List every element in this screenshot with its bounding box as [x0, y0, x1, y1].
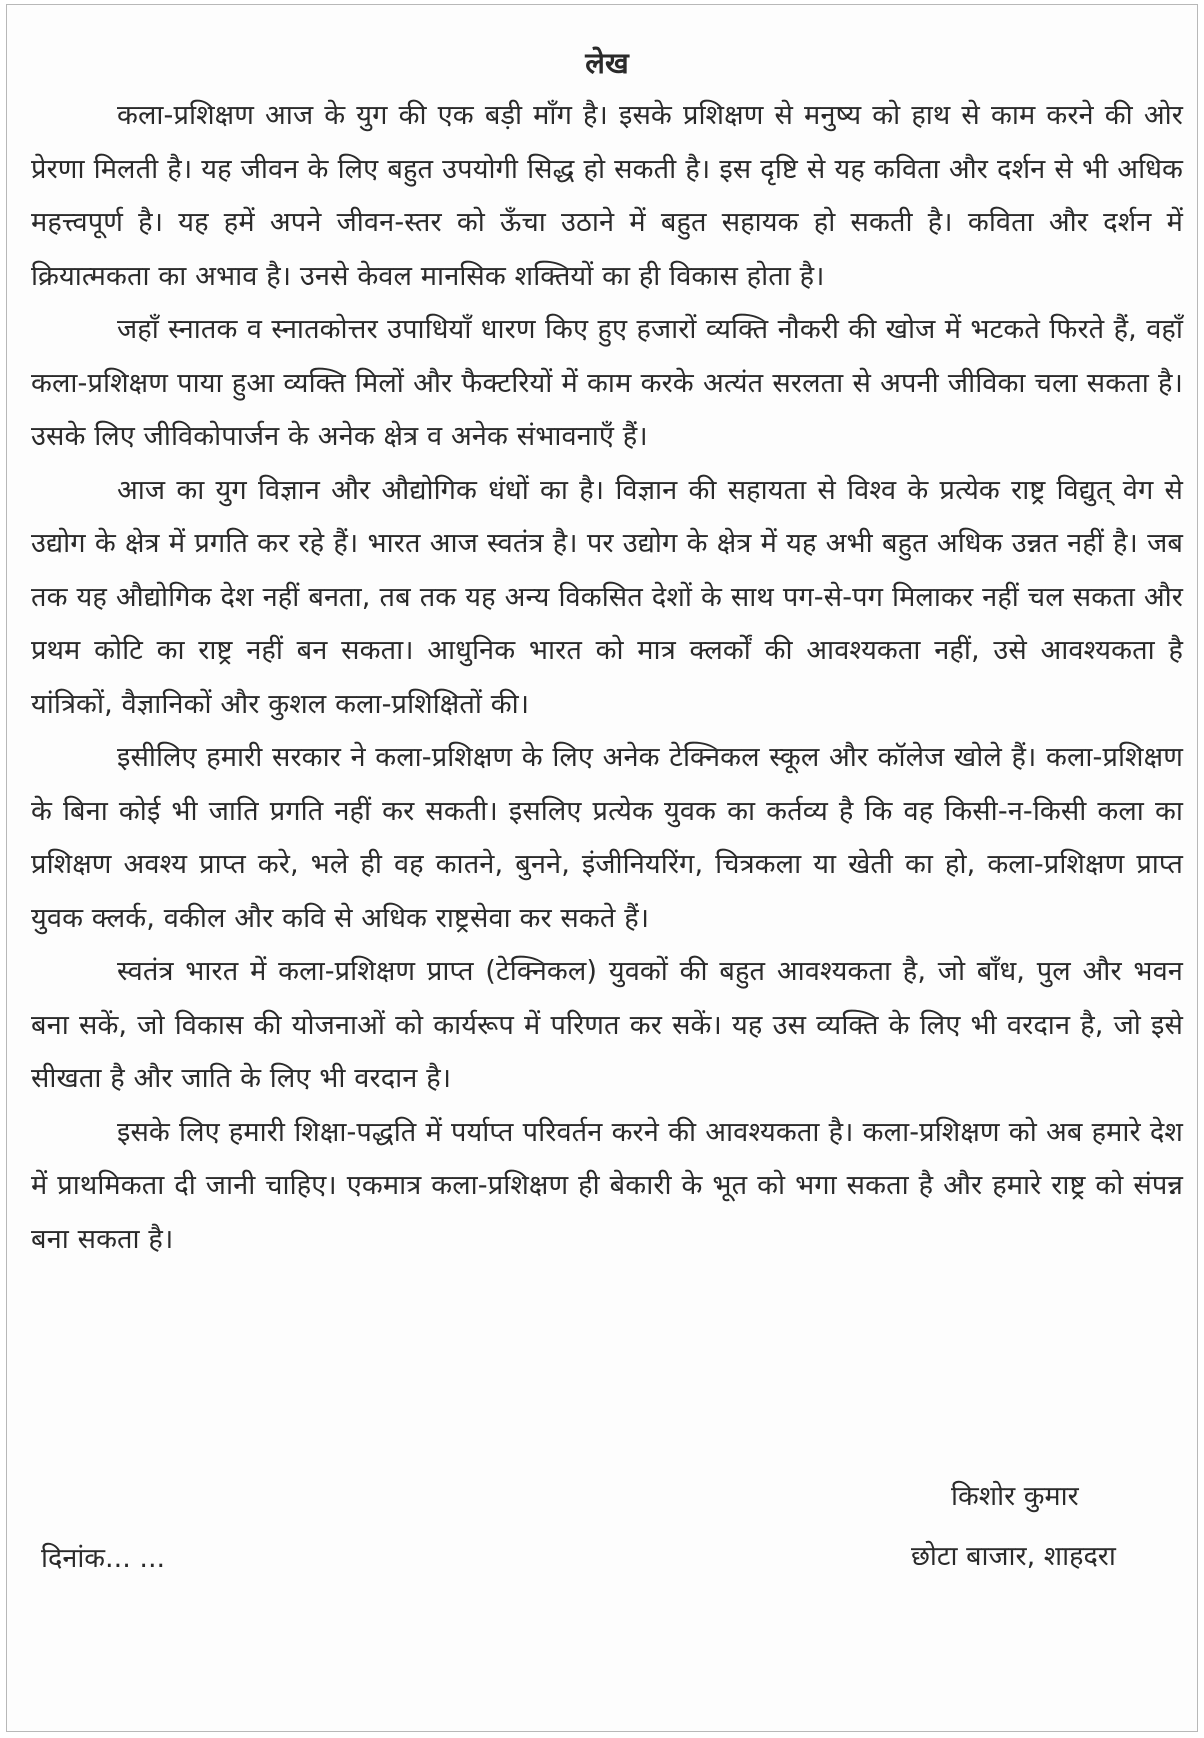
document-page: [6, 4, 1198, 1732]
paragraph-6: इसके लिए हमारी शिक्षा-पद्धति में पर्याप्त परिवर्तन करने की आवश्यकता है। कला-प्रशिक्षण को अब हमारे देश में प्राथमिकता दी जानी चाहिए। एकमात्र कला-प्रशिक्षण ही बेकारी के भूत को भगा सकता है और हमारे राष्ट्र को संपन्न बना सकता है।: [31, 1116, 1183, 1255]
article-body: [31, 43, 1183, 1574]
page-title: लेख: [585, 46, 629, 80]
author-name: किशोर कुमार: [951, 1481, 1079, 1512]
paragraph-2: जहाँ स्नातक व स्नातकोत्तर उपाधियाँ धारण किए हुए हजारों व्यक्ति नौकरी की खोज में भटकते फिरते हैं, वहाँ कला-प्रशिक्षण पाया हुआ व्यक्ति मिलों और फैक्टरियों में काम करके अत्यंत सरलता से अपनी जीविका चला सकता है। उसके लिए जीविकोपार्जन के अनेक क्षेत्र व अनेक संभावनाएँ हैं।: [31, 314, 1183, 452]
paragraph-3: आज का युग विज्ञान और औद्योगिक धंधों का है। विज्ञान की सहायता से विश्व के प्रत्येक राष्ट्र विद्युत् वेग से उद्योग के क्षेत्र में प्रगति कर रहे हैं। भारत आज स्वतंत्र है। पर उद्योग के क्षेत्र में यह अभी बहुत अधिक उन्नत नहीं है। जब तक यह औद्योगिक देश नहीं बनता, तब तक यह अन्य विकसित देशों के साथ पग-से-पग मिलाकर नहीं चल सकता और प्रथम कोटि का राष्ट्र नहीं बन सकता। आधुनिक भारत को मात्र क्लर्कों की आवश्यकता नहीं, उसे आवश्यकता है यांत्रिकों, वैज्ञानिकों और कुशल कला-प्रशिक्षितों की।: [31, 474, 1183, 720]
author-place: छोटा बाजार, शाहदरा: [911, 1541, 1116, 1572]
paragraph-5: स्वतंत्र भारत में कला-प्रशिक्षण प्राप्त (टेक्निकल) युवकों की बहुत आवश्यकता है, जो बाँध, पुल और भवन बना सकें, जो विकास की योजनाओं को कार्यरूप में परिणत कर सकें। यह उस व्यक्ति के लिए भी वरदान है, जो इसे सीखता है और जाति के लिए भी वरदान है।: [31, 956, 1183, 1094]
paragraph-4: इसीलिए हमारी सरकार ने कला-प्रशिक्षण के लिए अनेक टेक्निकल स्कूल और कॉलेज खोले हैं। कला-प्रशिक्षण के बिना कोई भी जाति प्रगति नहीं कर सकती। इसलिए प्रत्येक युवक का कर्तव्य है कि वह किसी-न-किसी कला का प्रशिक्षण अवश्य प्राप्त करे, भले ही वह कातने, बुनने, इंजीनियरिंग, चित्रकला या खेती का हो, कला-प्रशिक्षण प्राप्त युवक क्लर्क, वकील और कवि से अधिक राष्ट्रसेवा कर सकते हैं।: [31, 742, 1183, 934]
date-label: दिनांक... ...: [41, 1543, 166, 1574]
paragraph-1: कला-प्रशिक्षण आज के युग की एक बड़ी माँग है। इसके प्रशिक्षण से मनुष्य को हाथ से काम करने की ओर प्रेरणा मिलती है। यह जीवन के लिए बहुत उपयोगी सिद्ध हो सकती है। इस दृष्टि से यह कविता और दर्शन से भी अधिक महत्त्वपूर्ण है। यह हमें अपने जीवन-स्तर को ऊँचा उठाने में बहुत सहायक हो सकती है। कविता और दर्शन में क्रियात्मकता का अभाव है। उनसे केवल मानसिक शक्तियों का ही विकास होता है।: [31, 100, 1183, 292]
